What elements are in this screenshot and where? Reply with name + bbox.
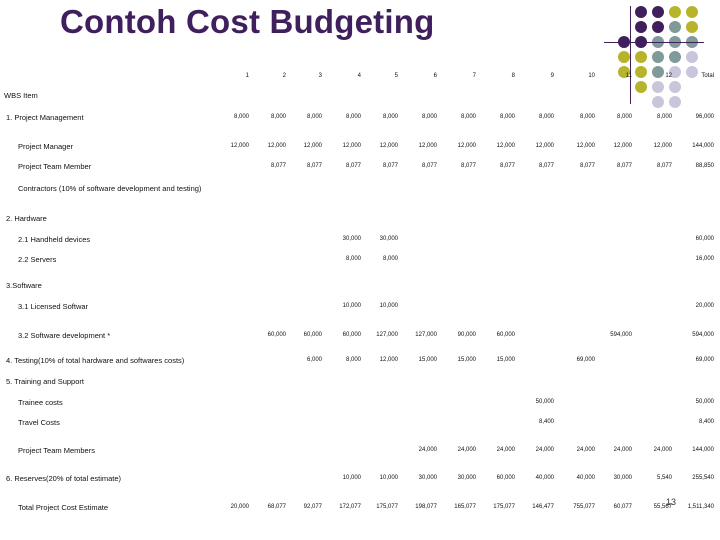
budget-cell: 12,000 xyxy=(576,143,595,149)
budget-cell: 8,077 xyxy=(382,163,398,169)
budget-cell: 12,000 xyxy=(613,143,632,149)
budget-cell: 8,000 xyxy=(345,357,361,363)
row-label: 5. Training and Support xyxy=(6,377,84,386)
budget-cell: 60,000 xyxy=(267,332,286,338)
budget-cell: 165,077 xyxy=(454,504,476,510)
row-total-cell: 60,000 xyxy=(695,236,714,242)
column-header: 4 xyxy=(357,73,361,79)
row-label: Travel Costs xyxy=(18,418,60,427)
budget-cell: 8,000 xyxy=(616,114,632,120)
budget-cell: 12,000 xyxy=(379,143,398,149)
wbs-item-label: WBS Item xyxy=(4,91,38,100)
budget-cell: 12,000 xyxy=(457,143,476,149)
row-total-cell: 16,000 xyxy=(695,256,714,262)
column-header: 10 xyxy=(588,73,595,79)
row-total-cell: 20,000 xyxy=(695,303,714,309)
budget-cell: 10,000 xyxy=(379,475,398,481)
budget-cell: 15,000 xyxy=(457,357,476,363)
budget-cell: 146,477 xyxy=(532,504,554,510)
budget-cell: 8,000 xyxy=(345,114,361,120)
budget-cell: 12,000 xyxy=(418,143,437,149)
budget-cell: 8,000 xyxy=(382,114,398,120)
row-total-cell: 144,000 xyxy=(692,143,714,149)
budget-cell: 8,077 xyxy=(656,163,672,169)
budget-cell: 8,000 xyxy=(656,114,672,120)
budget-cell: 12,000 xyxy=(535,143,554,149)
budget-cell: 8,000 xyxy=(579,114,595,120)
budget-cell: 127,000 xyxy=(415,332,437,338)
budget-cell: 10,000 xyxy=(342,303,361,309)
slide-title: Contoh Cost Budgeting xyxy=(60,3,435,40)
row-label: 3.2 Software development * xyxy=(18,331,111,340)
budget-cell: 12,000 xyxy=(230,143,249,149)
budget-cell: 24,000 xyxy=(613,447,632,453)
budget-cell: 69,000 xyxy=(576,357,595,363)
row-label: Total Project Cost Estimate xyxy=(18,503,109,512)
row-label: 2.2 Servers xyxy=(18,255,57,264)
budget-cell: 12,000 xyxy=(379,357,398,363)
budget-cell: 60,000 xyxy=(496,332,515,338)
budget-cell: 30,000 xyxy=(379,236,398,242)
row-total-cell: 594,000 xyxy=(692,332,714,338)
page-number: 13 xyxy=(666,497,677,507)
budget-cell: 172,077 xyxy=(339,504,361,510)
budget-cell: 12,000 xyxy=(496,143,515,149)
budget-cell: 8,000 xyxy=(306,114,322,120)
budget-cell: 594,000 xyxy=(610,332,632,338)
budget-cell: 12,000 xyxy=(653,143,672,149)
budget-cell: 8,077 xyxy=(579,163,595,169)
budget-cell: 24,000 xyxy=(535,447,554,453)
budget-cell: 8,077 xyxy=(345,163,361,169)
column-header: 7 xyxy=(472,73,476,79)
budget-cell: 12,000 xyxy=(267,143,286,149)
row-total-cell: 50,000 xyxy=(695,399,714,405)
row-label: Trainee costs xyxy=(18,398,63,407)
budget-cell: 24,000 xyxy=(457,447,476,453)
budget-cell: 15,000 xyxy=(496,357,515,363)
budget-cell: 50,000 xyxy=(535,399,554,405)
budget-cell: 8,077 xyxy=(499,163,515,169)
column-header: 3 xyxy=(318,73,322,79)
budget-cell: 12,000 xyxy=(342,143,361,149)
row-label: 2. Hardware xyxy=(6,214,47,223)
budget-cell: 20,000 xyxy=(230,504,249,510)
budget-cell: 198,077 xyxy=(415,504,437,510)
budget-cell: 15,000 xyxy=(418,357,437,363)
budget-cell: 127,000 xyxy=(376,332,398,338)
budget-cell: 68,077 xyxy=(267,504,286,510)
budget-cell: 8,077 xyxy=(538,163,554,169)
budget-cell: 8,000 xyxy=(345,256,361,262)
budget-cell: 8,000 xyxy=(382,256,398,262)
row-total-cell: 255,540 xyxy=(692,475,714,481)
row-total-cell: 69,000 xyxy=(695,357,714,363)
row-total-cell: 88,850 xyxy=(695,163,714,169)
column-header: 11 xyxy=(625,73,632,79)
budget-cell: 30,000 xyxy=(613,475,632,481)
budget-cell: 24,000 xyxy=(653,447,672,453)
column-header: 1 xyxy=(245,73,249,79)
budget-cell: 6,000 xyxy=(306,357,322,363)
column-header: 9 xyxy=(550,73,554,79)
row-label: Project Team Members xyxy=(18,446,95,455)
row-total-cell: 144,000 xyxy=(692,447,714,453)
budget-cell: 40,000 xyxy=(535,475,554,481)
row-label: 6. Reserves(20% of total estimate) xyxy=(6,474,122,483)
row-total-cell: 1,511,340 xyxy=(687,504,714,510)
row-label: Project Team Member xyxy=(18,162,92,171)
column-header: 5 xyxy=(394,73,398,79)
column-header: 12 xyxy=(665,73,672,79)
budget-cell: 8,077 xyxy=(306,163,322,169)
row-label: 2.1 Handheld devices xyxy=(18,235,91,244)
budget-cell: 755,077 xyxy=(573,504,595,510)
budget-cell: 30,000 xyxy=(342,236,361,242)
budget-cell: 5,540 xyxy=(656,475,672,481)
row-total-cell: 96,000 xyxy=(695,114,714,120)
budget-cell: 8,000 xyxy=(538,114,554,120)
budget-cell: 40,000 xyxy=(576,475,595,481)
column-header: 6 xyxy=(433,73,437,79)
budget-cell: 55,567 xyxy=(653,504,672,510)
budget-cell: 30,000 xyxy=(418,475,437,481)
column-header: Total xyxy=(701,73,714,79)
budget-cell: 60,077 xyxy=(613,504,632,510)
row-label: Project Manager xyxy=(18,142,74,151)
budget-cell: 24,000 xyxy=(418,447,437,453)
budget-cell: 92,077 xyxy=(303,504,322,510)
budget-cell: 10,000 xyxy=(342,475,361,481)
column-header: 2 xyxy=(282,73,286,79)
budget-cell: 8,077 xyxy=(460,163,476,169)
budget-cell: 8,000 xyxy=(460,114,476,120)
budget-cell: 8,000 xyxy=(499,114,515,120)
budget-cell: 8,000 xyxy=(421,114,437,120)
budget-cell: 60,000 xyxy=(342,332,361,338)
budget-cell: 24,000 xyxy=(496,447,515,453)
row-total-cell: 8,400 xyxy=(698,419,714,425)
budget-cell: 8,400 xyxy=(538,419,554,425)
budget-cell: 8,077 xyxy=(270,163,286,169)
budget-cell: 8,000 xyxy=(233,114,249,120)
budget-cell: 10,000 xyxy=(379,303,398,309)
budget-cell: 8,077 xyxy=(421,163,437,169)
budget-cell: 30,000 xyxy=(457,475,476,481)
budget-cell: 175,077 xyxy=(493,504,515,510)
budget-cell: 8,077 xyxy=(616,163,632,169)
row-label: 4. Testing(10% of total hardware and softwares costs) xyxy=(6,356,185,365)
row-label: 3.1 Licensed Softwar xyxy=(18,302,89,311)
budget-cell: 60,000 xyxy=(303,332,322,338)
budget-cell: 8,000 xyxy=(270,114,286,120)
budget-cell: 90,000 xyxy=(457,332,476,338)
budget-cell: 12,000 xyxy=(303,143,322,149)
budget-cell: 24,000 xyxy=(576,447,595,453)
budget-cell: 175,077 xyxy=(376,504,398,510)
row-label: 1. Project Management xyxy=(6,113,84,122)
row-label: Contractors (10% of software development and testing) xyxy=(18,184,202,193)
budget-cell: 60,000 xyxy=(496,475,515,481)
row-label: 3.Software xyxy=(6,281,42,290)
column-header: 8 xyxy=(511,73,515,79)
